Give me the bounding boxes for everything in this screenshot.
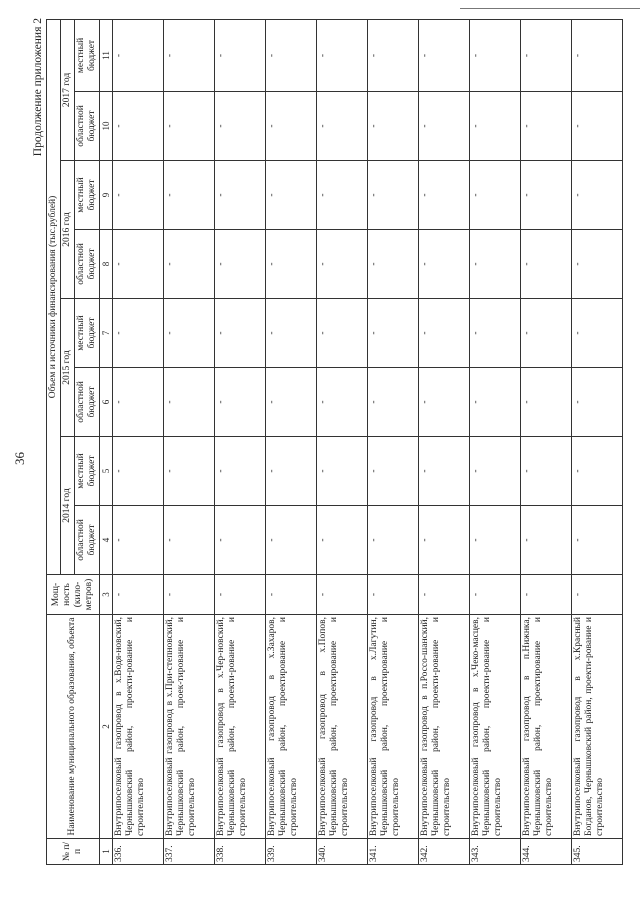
funding-value: - (368, 368, 419, 437)
funding-value: - (521, 368, 572, 437)
column-index: 6 (99, 368, 112, 437)
header-name: Наименование муниципального образования, объекта (47, 615, 100, 839)
table-row (266, 19, 317, 864)
row-number: 343. (470, 839, 521, 865)
object-name: Внутрипоселковый газопровод в х.При-степновский, Чернышковский район, проек-тирование и строительство (164, 615, 215, 839)
column-index: 10 (99, 92, 112, 161)
funding-value: - (215, 230, 266, 299)
funding-value: - (317, 161, 368, 230)
object-name: Внутрипоселковый газопровод в х.Водя-новский, Чернышковский район, проекти-рование и строительство (113, 615, 164, 839)
funding-value: - (317, 437, 368, 506)
object-name: Внутрипоселковый газопровод в х.Чер-новский, Чернышковский район, проекти-рование и строительство (215, 615, 266, 839)
funding-value: - (470, 437, 521, 506)
capacity-value: - (419, 575, 470, 615)
table-row (419, 19, 470, 864)
funding-table (46, 19, 623, 865)
table-row (368, 19, 419, 864)
funding-value: - (266, 299, 317, 368)
header-regional-budget: областной бюджет (74, 230, 99, 299)
object-name: Внутрипоселковый газопровод в х.Захаров, Чернышковский район, проектирование и строительство (266, 615, 317, 839)
funding-value: - (164, 437, 215, 506)
funding-value: - (215, 19, 266, 91)
capacity-value: - (215, 575, 266, 615)
header-year-2016: 2016 год (60, 161, 74, 299)
funding-value: - (419, 437, 470, 506)
continuation-note: Продолжение приложения 2 (32, 18, 44, 157)
funding-value: - (470, 92, 521, 161)
funding-value: - (470, 506, 521, 575)
table-row (572, 19, 623, 864)
funding-value: - (521, 299, 572, 368)
funding-value: - (419, 161, 470, 230)
page-number: 36 (12, 452, 27, 465)
header-regional-budget: областной бюджет (74, 92, 99, 161)
funding-value: - (317, 230, 368, 299)
header-year-2015: 2015 год (60, 299, 74, 437)
row-number: 336. (113, 839, 164, 865)
funding-value: - (368, 437, 419, 506)
row-number: 337. (164, 839, 215, 865)
funding-value: - (368, 161, 419, 230)
capacity-value: - (521, 575, 572, 615)
header-num: № п/п (47, 839, 100, 865)
column-index: 5 (99, 437, 112, 506)
funding-value: - (368, 230, 419, 299)
funding-value: - (164, 92, 215, 161)
funding-value: - (521, 92, 572, 161)
funding-value: - (266, 230, 317, 299)
capacity-value: - (164, 575, 215, 615)
funding-value: - (113, 161, 164, 230)
row-number: 344. (521, 839, 572, 865)
capacity-value: - (572, 575, 623, 615)
table-row (164, 19, 215, 864)
object-name: Внутрипоселковый газопровод в х.Лагутин, Чернышковский район, проектирование и строительство (368, 615, 419, 839)
funding-value: - (317, 299, 368, 368)
funding-value: - (317, 368, 368, 437)
table-row (521, 19, 572, 864)
column-index: 4 (99, 506, 112, 575)
funding-value: - (572, 299, 623, 368)
object-name: Внутрипоселковый газопровод в п.Россо-шанский, Чернышковский район, проекти-рование и строительство (419, 615, 470, 839)
header-funding: Объем и источники финансирования (тыс.рублей) (47, 19, 61, 574)
funding-value: - (113, 506, 164, 575)
funding-value: - (164, 299, 215, 368)
column-index: 11 (99, 19, 112, 91)
funding-value: - (572, 19, 623, 91)
funding-value: - (521, 437, 572, 506)
funding-value: - (470, 368, 521, 437)
funding-value: - (572, 368, 623, 437)
funding-value: - (215, 506, 266, 575)
funding-value: - (215, 437, 266, 506)
object-name: Внутрипоселковый газопровод в х.Чеко-масцев, Чернышковский район, проекти-рование и строительство (470, 615, 521, 839)
funding-value: - (164, 19, 215, 91)
funding-value: - (521, 506, 572, 575)
row-number: 338. (215, 839, 266, 865)
table-row (215, 19, 266, 864)
row-number: 342. (419, 839, 470, 865)
header-regional-budget: областной бюджет (74, 368, 99, 437)
row-number: 345. (572, 839, 623, 865)
object-name: Внутрипоселковый газопровод в п.Нижнка, Чернышковский район, проектирование и строительство (521, 615, 572, 839)
column-index: 2 (99, 615, 112, 839)
table-body (113, 19, 623, 864)
funding-value: - (521, 230, 572, 299)
funding-value: - (572, 506, 623, 575)
funding-value: - (470, 299, 521, 368)
funding-value: - (368, 506, 419, 575)
funding-value: - (470, 230, 521, 299)
funding-value: - (470, 161, 521, 230)
funding-value: - (419, 368, 470, 437)
funding-value: - (266, 161, 317, 230)
funding-value: - (317, 19, 368, 91)
funding-value: - (368, 92, 419, 161)
capacity-value: - (317, 575, 368, 615)
funding-value: - (419, 230, 470, 299)
object-name: Внутрипоселковый газопровод в х.Красный Богданов, Чернышковский район, проекти-рование и строительство (572, 615, 623, 839)
header-regional-budget: областной бюджет (74, 506, 99, 575)
funding-value: - (419, 19, 470, 91)
column-index: 7 (99, 299, 112, 368)
funding-value: - (572, 230, 623, 299)
funding-value: - (215, 161, 266, 230)
header-local-budget: местный бюджет (74, 161, 99, 230)
funding-value: - (164, 506, 215, 575)
funding-value: - (164, 230, 215, 299)
header-local-budget: местный бюджет (74, 299, 99, 368)
funding-value: - (266, 437, 317, 506)
column-index-row (99, 19, 112, 864)
row-number: 340. (317, 839, 368, 865)
column-index: 3 (99, 575, 112, 615)
funding-value: - (113, 299, 164, 368)
column-index: 8 (99, 230, 112, 299)
row-number: 339. (266, 839, 317, 865)
funding-value: - (317, 506, 368, 575)
header-year-2017: 2017 год (60, 19, 74, 160)
funding-value: - (164, 368, 215, 437)
header-capacity: Мощ-ность (кило-метров) (47, 575, 100, 615)
funding-value: - (113, 437, 164, 506)
funding-value: - (470, 19, 521, 91)
funding-value: - (572, 437, 623, 506)
funding-value: - (215, 299, 266, 368)
funding-value: - (113, 368, 164, 437)
funding-value: - (266, 92, 317, 161)
header-local-budget: местный бюджет (74, 19, 99, 91)
funding-value: - (266, 368, 317, 437)
table-row (317, 19, 368, 864)
capacity-value: - (113, 575, 164, 615)
capacity-value: - (266, 575, 317, 615)
header-year-2014: 2014 год (60, 437, 74, 575)
column-index: 9 (99, 161, 112, 230)
funding-value: - (215, 92, 266, 161)
funding-value: - (266, 506, 317, 575)
funding-value: - (419, 299, 470, 368)
object-name: Внутрипоселковый газопровод в х.Попов, Чернышковский район, проектирование и строительство (317, 615, 368, 839)
funding-value: - (368, 19, 419, 91)
table-row (113, 19, 164, 864)
funding-value: - (215, 368, 266, 437)
row-number: 341. (368, 839, 419, 865)
funding-value: - (368, 299, 419, 368)
funding-value: - (419, 506, 470, 575)
column-index: 1 (99, 839, 112, 865)
header-local-budget: местный бюджет (74, 437, 99, 506)
funding-value: - (266, 19, 317, 91)
funding-value: - (572, 92, 623, 161)
funding-value: - (113, 92, 164, 161)
capacity-value: - (368, 575, 419, 615)
funding-value: - (572, 161, 623, 230)
funding-value: - (521, 161, 572, 230)
funding-value: - (317, 92, 368, 161)
funding-value: - (113, 19, 164, 91)
funding-value: - (521, 19, 572, 91)
funding-value: - (419, 92, 470, 161)
table-row (470, 19, 521, 864)
funding-value: - (164, 161, 215, 230)
capacity-value: - (470, 575, 521, 615)
funding-value: - (113, 230, 164, 299)
